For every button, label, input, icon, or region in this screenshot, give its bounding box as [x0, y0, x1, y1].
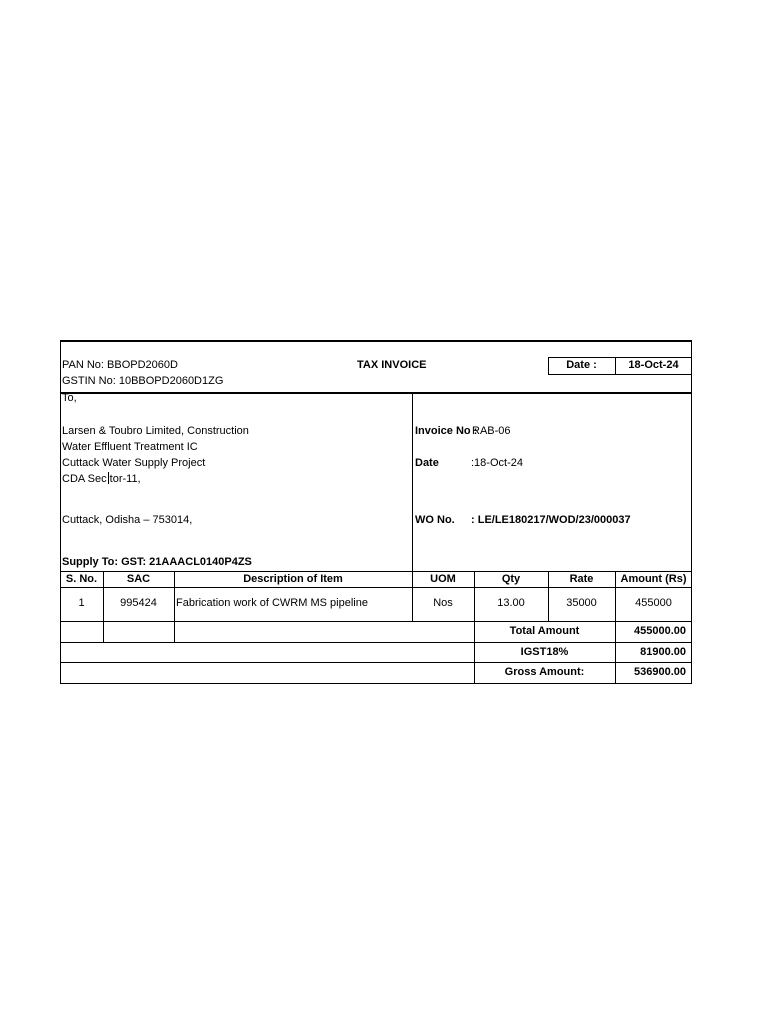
address-invoice-divider — [412, 392, 413, 571]
table-header-description: Description of Item — [243, 573, 343, 585]
table-header-sac: SAC — [126, 573, 151, 585]
total-amount-value: 455000.00 — [634, 625, 686, 637]
frame-bottom-border — [60, 683, 692, 684]
text-cursor — [108, 472, 109, 484]
recipient-line-1: Larsen & Toubro Limited, Construction — [62, 425, 249, 437]
table-header-uom: UOM — [430, 573, 456, 585]
recipient-line-4-end: tor-11, — [109, 473, 141, 485]
table-header-sno: S. No. — [65, 573, 98, 585]
row-qty: 13.00 — [497, 597, 525, 609]
gross-amount-label: Gross Amount: — [504, 666, 585, 678]
header-divider — [60, 392, 692, 394]
recipient-line-2: Water Effluent Treatment IC — [62, 441, 198, 453]
row-amount: 455000 — [635, 597, 672, 609]
row-sac: 995424 — [120, 597, 157, 609]
pan-number: PAN No: BBOPD2060D — [62, 359, 178, 371]
igst-label: IGST18% — [520, 646, 569, 658]
header-date-value: 18-Oct-24 — [628, 359, 679, 371]
row-description: Fabrication work of CWRM MS pipeline — [176, 597, 368, 609]
recipient-line-4 — [62, 472, 141, 486]
table-header-bottom-border — [60, 587, 692, 588]
invoice-no-value: RAB-06 — [472, 425, 511, 437]
recipient-line-4-start: CDA Sec — [62, 473, 107, 485]
invoice-date-label: Date — [415, 457, 439, 469]
recipient-line-5: Cuttack, Odisha – 753014, — [62, 514, 193, 526]
row-uom: Nos — [433, 597, 453, 609]
igst-value: 81900.00 — [640, 646, 686, 658]
total-row-bottom-border — [60, 642, 692, 643]
frame-top-border — [60, 340, 692, 342]
to-label: To, — [62, 392, 77, 404]
gstin-number: GSTIN No: 10BBOPD2060D1ZG — [62, 375, 224, 387]
document-title: TAX INVOICE — [357, 359, 427, 371]
row-sno: 1 — [78, 597, 85, 609]
supply-to-gst: Supply To: GST: 21AAACL0140P4ZS — [62, 556, 252, 568]
recipient-line-3: Cuttack Water Supply Project — [62, 457, 206, 469]
header-date-label: Date : — [566, 359, 597, 371]
row-rate: 35000 — [566, 597, 597, 609]
igst-row-bottom-border — [60, 662, 692, 663]
table-header-amount: Amount (Rs) — [620, 573, 687, 585]
table-header-qty: Qty — [501, 573, 521, 585]
total-amount-label: Total Amount — [509, 625, 580, 637]
table-row-bottom-border — [60, 621, 692, 622]
wo-no-value: : LE/LE180217/WOD/23/000037 — [471, 514, 631, 526]
wo-no-label: WO No. — [415, 514, 455, 526]
table-header-rate: Rate — [569, 573, 594, 585]
invoice-no-label: Invoice No : — [415, 425, 478, 437]
invoice-date-value: :18-Oct-24 — [471, 457, 523, 469]
gross-amount-value: 536900.00 — [634, 666, 686, 678]
invoice-sheet — [60, 340, 692, 684]
